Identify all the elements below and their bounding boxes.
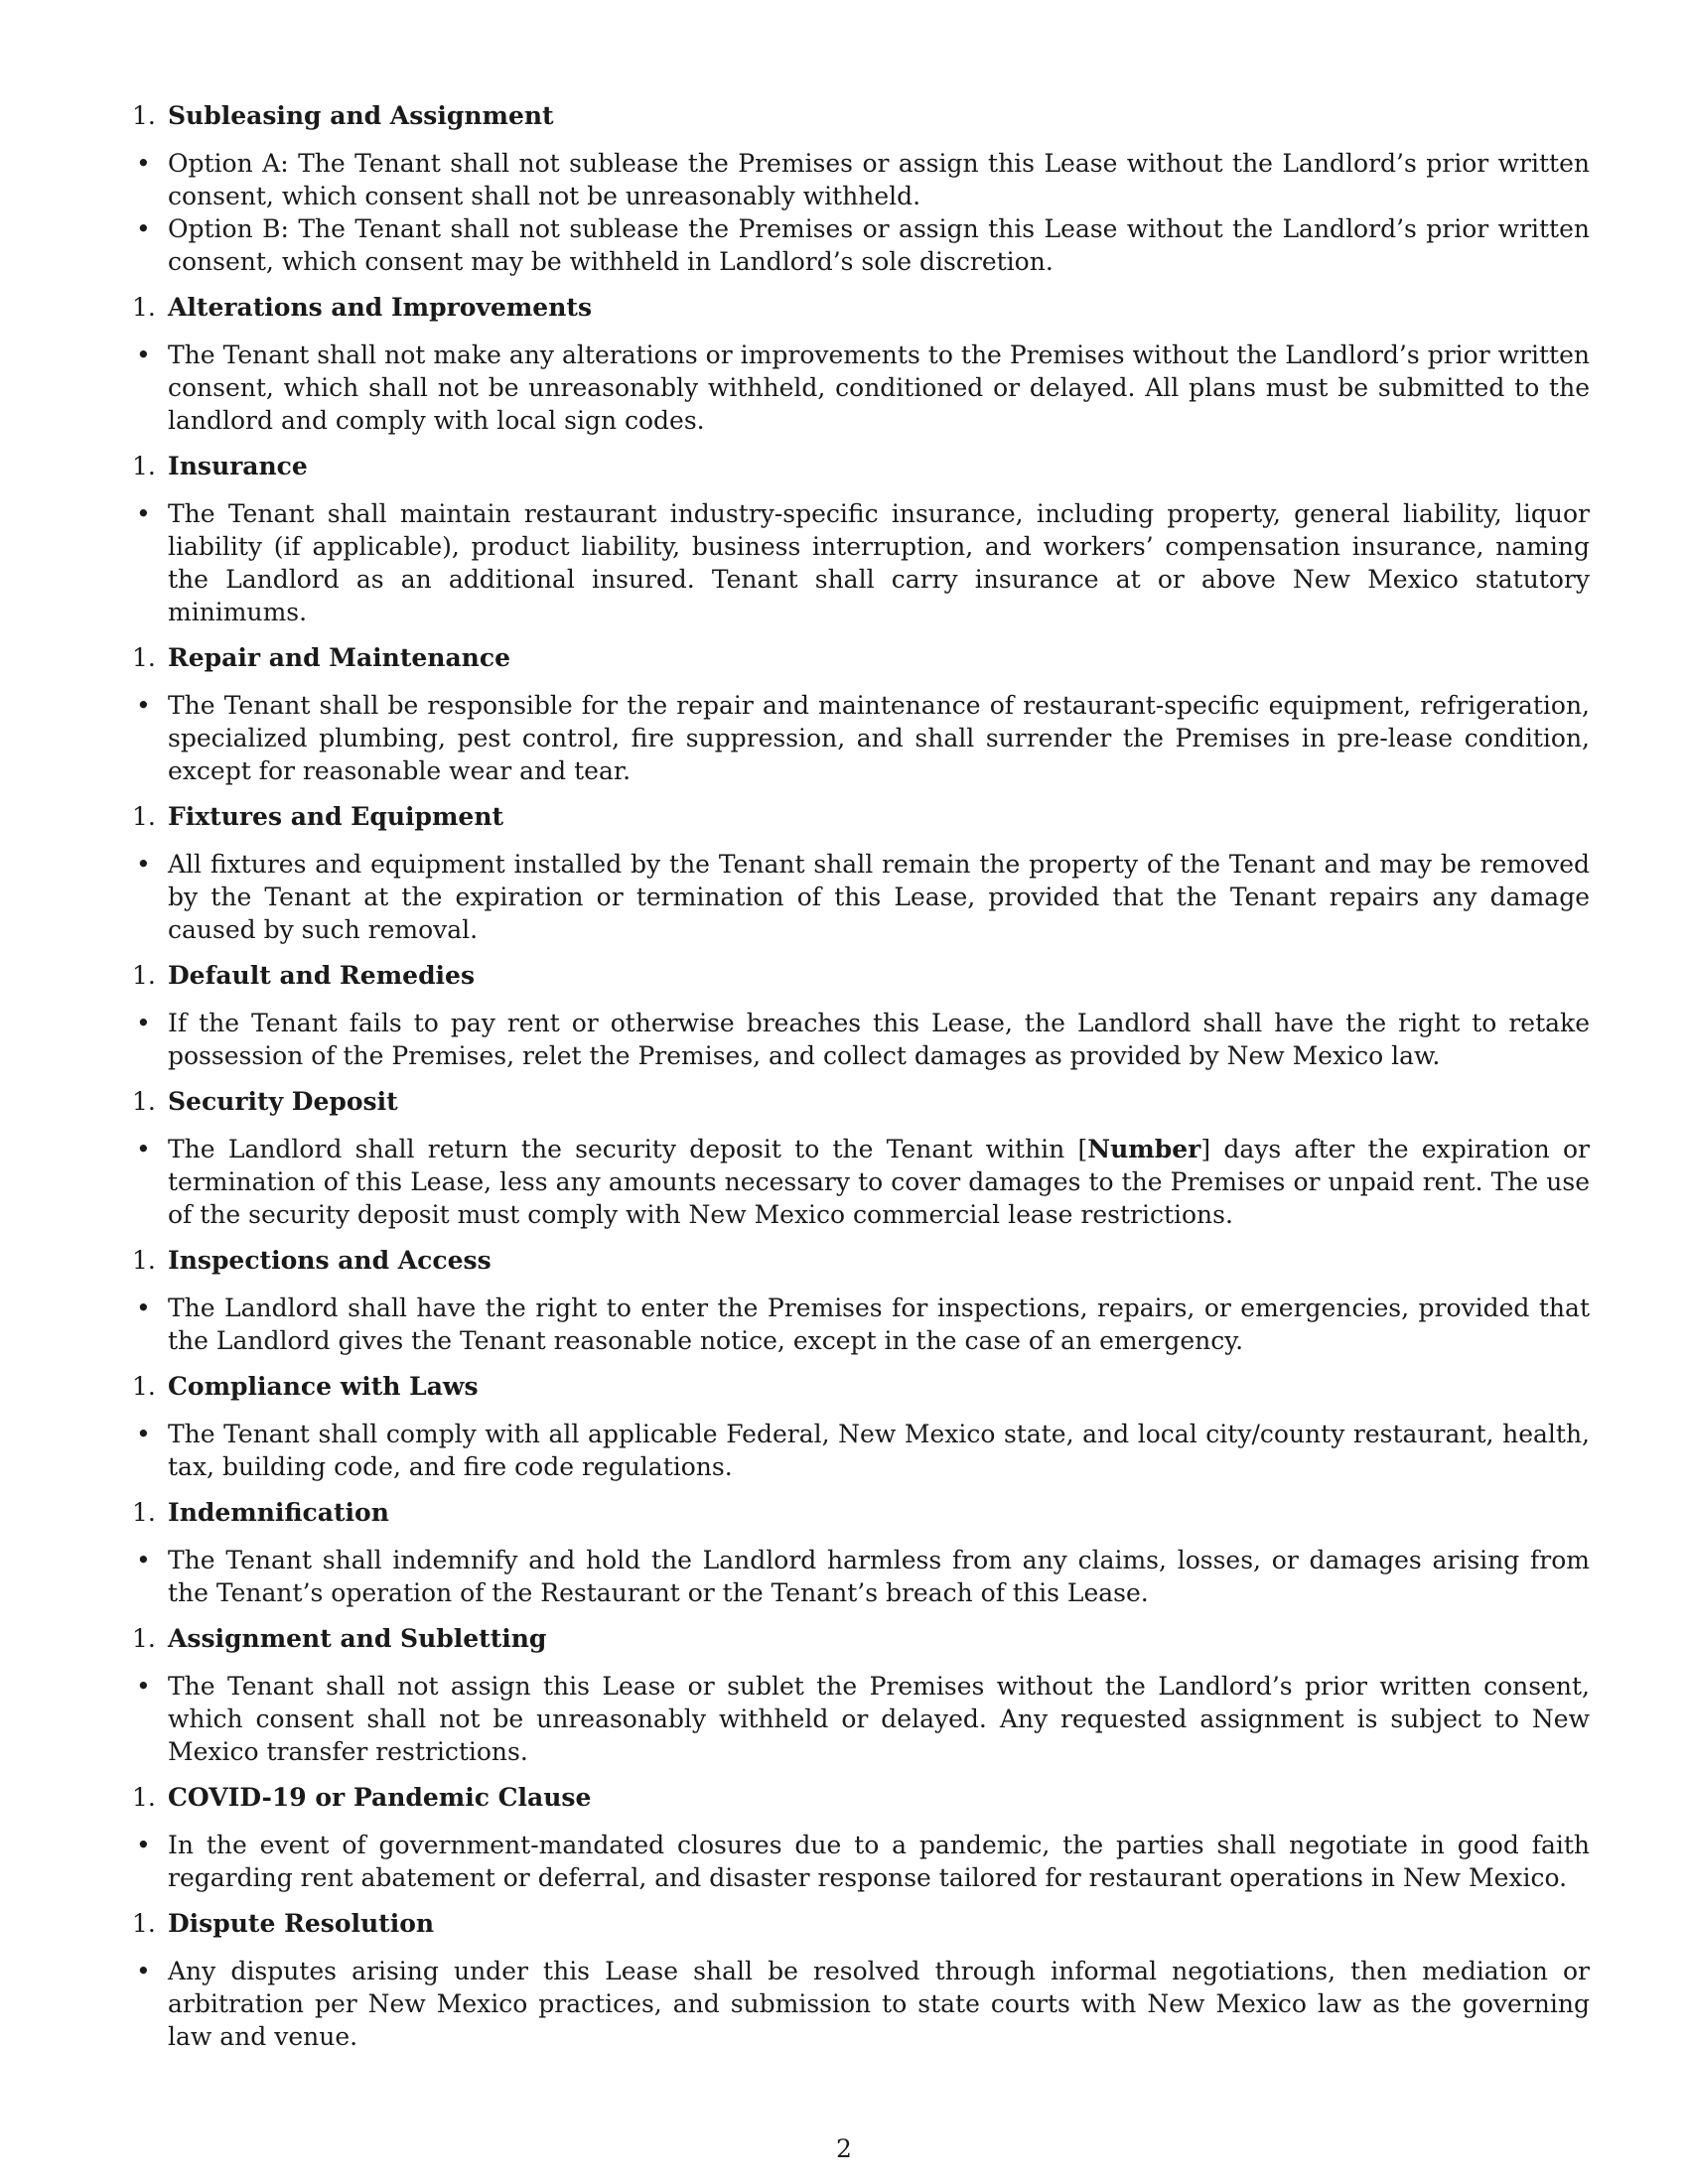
section-heading [132, 959, 1590, 993]
lease-section [132, 450, 1590, 628]
bullet-icon: • [136, 1294, 151, 1322]
section-heading [132, 641, 1590, 675]
bullet-list [132, 147, 1590, 278]
lease-section [132, 959, 1590, 1072]
section-number: 1. [132, 452, 156, 480]
bullet-list [132, 1670, 1590, 1768]
bullet-text: The Landlord shall have the right to enter the Premises for inspections, repairs, or emergencies, provided that the Landlord gives the Tenant reasonable notice, except in the case of an emergency. [168, 1294, 1590, 1355]
bullet-list [132, 339, 1590, 437]
bullet-icon: • [136, 214, 151, 243]
bullet-icon: • [136, 1672, 151, 1701]
section-number: 1. [132, 1246, 156, 1275]
bullet-item [132, 689, 1590, 787]
section-title: Compliance with Laws [168, 1372, 479, 1401]
lease-section [132, 1244, 1590, 1357]
section-number: 1. [132, 802, 156, 831]
bullet-item [132, 1133, 1590, 1231]
bullet-icon: • [136, 1009, 151, 1037]
bullet-item [132, 1007, 1590, 1072]
bullet-icon: • [136, 1420, 151, 1448]
bullet-item [132, 848, 1590, 946]
section-heading [132, 1496, 1590, 1530]
section-heading [132, 291, 1590, 325]
bullet-item [132, 147, 1590, 212]
bullet-text: Option A: The Tenant shall not sublease the Premises or assign this Lease without the Landlord’s prior written consent, which consent shall not be unreasonably withheld. [168, 149, 1590, 210]
bullet-item [132, 1829, 1590, 1894]
lease-section [132, 1907, 1590, 2053]
section-heading [132, 1085, 1590, 1119]
bullet-icon: • [136, 499, 151, 528]
bullet-icon: • [136, 149, 151, 178]
bullet-list [132, 848, 1590, 946]
section-title: Assignment and Subletting [168, 1624, 547, 1653]
section-number: 1. [132, 1624, 156, 1653]
bullet-text: The Tenant shall maintain restaurant industry-specific insurance, including property, general liability, liquor liability (if applicable), product liability, business interruption, and workers’ compensation insurance, naming the Landlord as an additional insured. Tenant shall carry insurance at or above New Mexico statutory minimums. [168, 499, 1590, 626]
section-number: 1. [132, 961, 156, 990]
section-number: 1. [132, 1498, 156, 1527]
section-title: Default and Remedies [168, 961, 476, 990]
bullet-icon: • [136, 850, 151, 879]
section-heading [132, 450, 1590, 483]
bullet-text: The Landlord shall return the security deposit to the Tenant within [168, 1135, 1078, 1163]
bullet-list [132, 1955, 1590, 2053]
section-title: Inspections and Access [168, 1246, 492, 1275]
section-number: 1. [132, 101, 156, 130]
lease-section [132, 641, 1590, 787]
bullet-item [132, 1544, 1590, 1609]
bullet-text: Option B: The Tenant shall not sublease the Premises or assign this Lease without the Landlord’s prior written consent, which consent may be withheld in Landlord’s sole discretion. [168, 214, 1590, 276]
section-number: 1. [132, 1372, 156, 1401]
section-heading [132, 800, 1590, 834]
lease-section [132, 1781, 1590, 1894]
bullet-item [132, 1418, 1590, 1483]
section-heading [132, 1781, 1590, 1815]
section-title: Alterations and Improvements [168, 293, 593, 322]
bullet-text: [ [1077, 1135, 1088, 1163]
bullet-list [132, 497, 1590, 628]
lease-section [132, 1085, 1590, 1231]
section-title: COVID-19 or Pandemic Clause [168, 1783, 592, 1812]
lease-section [132, 1622, 1590, 1768]
bullet-list [132, 689, 1590, 787]
page-number: 2 [836, 2134, 852, 2163]
section-title: Subleasing and Assignment [168, 101, 554, 130]
bullet-text: In the event of government-mandated closures due to a pandemic, the parties shall negotiate in good faith regarding rent abatement or deferral, and disaster response tailored for restaurant operations in New Mexico. [168, 1831, 1590, 1892]
bullet-text: The Tenant shall indemnify and hold the Landlord harmless from any claims, losses, or damages arising from the Tenant’s operation of the Restaurant or the Tenant’s breach of this Lease. [168, 1546, 1590, 1607]
lease-section [132, 99, 1590, 278]
section-number: 1. [132, 1909, 156, 1938]
lease-document-body [132, 99, 1590, 2066]
bullet-icon: • [136, 341, 151, 369]
section-heading [132, 1370, 1590, 1404]
bullet-item [132, 1292, 1590, 1357]
bullet-icon: • [136, 1831, 151, 1859]
bullet-list [132, 1544, 1590, 1609]
bullet-item [132, 1955, 1590, 2053]
bullet-text: Any disputes arising under this Lease shall be resolved through informal negotiations, then mediation or arbitration per New Mexico practices, and submission to state courts with New Mexico law as the governing law and venue. [168, 1957, 1590, 2051]
bullet-item [132, 1670, 1590, 1768]
section-title: Security Deposit [168, 1087, 398, 1116]
section-title: Indemnification [168, 1498, 389, 1527]
bullet-text: The Tenant shall not assign this Lease or sublet the Premises without the Landlord’s prior written consent, which consent shall not be unreasonably withheld or delayed. Any requested assignment is subject to New Mexico transfer restrictions. [168, 1672, 1590, 1766]
bullet-text: The Tenant shall comply with all applicable Federal, New Mexico state, and local city/county restaurant, health, tax, building code, and fire code regulations. [168, 1420, 1590, 1481]
bullet-item [132, 497, 1590, 628]
bullet-icon: • [136, 1135, 151, 1163]
section-heading [132, 99, 1590, 133]
bullet-list [132, 1007, 1590, 1072]
bullet-text: The Tenant shall be responsible for the repair and maintenance of restaurant-specific equipment, refrigeration, specialized plumbing, pest control, fire suppression, and shall surrender the Premises in pre-lease condition, except for reasonable wear and tear. [168, 691, 1590, 785]
bullet-list [132, 1133, 1590, 1231]
section-number: 1. [132, 643, 156, 672]
lease-section [132, 800, 1590, 946]
bullet-list [132, 1418, 1590, 1483]
bullet-text: The Tenant shall not make any alterations or improvements to the Premises without the Landlord’s prior written consent, which shall not be unreasonably withheld, conditioned or delayed. All plans must be submitted to the landlord and comply with local sign codes. [168, 341, 1590, 435]
section-number: 1. [132, 1783, 156, 1812]
bullet-icon: • [136, 1546, 151, 1574]
bullet-icon: • [136, 691, 151, 720]
bullet-list [132, 1829, 1590, 1894]
bullet-item [132, 212, 1590, 278]
section-heading [132, 1622, 1590, 1656]
section-title: Insurance [168, 452, 308, 480]
section-title: Repair and Maintenance [168, 643, 510, 672]
section-number: 1. [132, 293, 156, 322]
bullet-text: All fixtures and equipment installed by the Tenant shall remain the property of the Tenant and may be removed by the Tenant at the expiration or termination of this Lease, provided that the Tenant repairs any damage caused by such removal. [168, 850, 1590, 944]
bullet-icon: • [136, 1957, 151, 1985]
section-heading [132, 1907, 1590, 1941]
section-heading [132, 1244, 1590, 1278]
section-number: 1. [132, 1087, 156, 1116]
section-title: Fixtures and Equipment [168, 802, 504, 831]
lease-section [132, 1370, 1590, 1483]
section-title: Dispute Resolution [168, 1909, 435, 1938]
bullet-text-bold: Number [1087, 1135, 1201, 1163]
bullet-text: If the Tenant fails to pay rent or otherwise breaches this Lease, the Landlord shall have the right to retake possession of the Premises, relet the Premises, and collect damages as provided by New Mexico law. [168, 1009, 1590, 1070]
lease-section [132, 1496, 1590, 1609]
bullet-text: ] days after the expiration or termination of this Lease, less any amounts necessary to cover damages to the Premises or unpaid rent. The use of the security deposit must comply with New Mexico commercial lease restrictions. [168, 1135, 1590, 1229]
bullet-list [132, 1292, 1590, 1357]
lease-section [132, 291, 1590, 437]
bullet-item [132, 339, 1590, 437]
